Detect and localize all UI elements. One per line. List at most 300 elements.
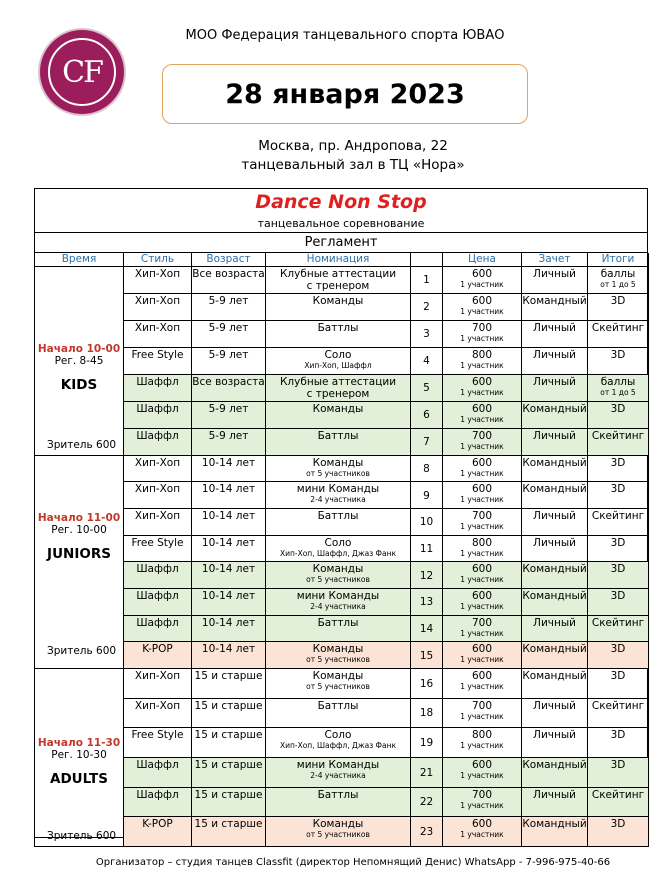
nomination-cell: [266, 698, 411, 728]
credit-cell: Личный: [522, 374, 588, 401]
price-value: 700: [471, 509, 493, 522]
number-cell: 9: [411, 482, 443, 509]
result-value: 3D: [610, 536, 626, 549]
price-cell: [443, 320, 522, 347]
nomination-note: Хип-Хоп, Шаффл, Джаз Фанк: [279, 741, 397, 751]
price-value: 700: [471, 616, 493, 629]
col-number: [411, 253, 443, 266]
nomination-cell: [266, 817, 411, 847]
nomination-label: мини Команды: [296, 758, 380, 771]
result-value: 3D: [610, 456, 626, 469]
group-name: ADULTS: [50, 771, 108, 787]
nomination-cell: [266, 482, 411, 509]
nomination-cell: [266, 615, 411, 642]
organization-name: МОО Федерация танцевального спорта ЮВАО: [185, 28, 505, 43]
price-value: 700: [471, 429, 493, 442]
price-cell: [443, 293, 522, 320]
price-note: 1 участник: [460, 575, 504, 585]
result-value: 3D: [610, 643, 626, 656]
table-row: [35, 482, 649, 509]
style-cell: Хип-Хоп: [124, 266, 192, 293]
nomination-cell: [266, 787, 411, 817]
table-row: [35, 562, 649, 589]
result-value: 3D: [610, 483, 626, 496]
style-cell: Хип-Хоп: [124, 455, 192, 482]
table-row: [35, 642, 649, 669]
nomination-note: от 5 участников: [306, 655, 370, 665]
table-row: [35, 320, 649, 347]
price-cell: [443, 374, 522, 401]
result-cell: [588, 508, 649, 535]
price-cell: [443, 642, 522, 669]
result-note: от 1 до 5: [600, 387, 636, 397]
price-note: 1 участник: [460, 387, 504, 397]
price-note: 1 участник: [460, 682, 504, 691]
result-value: 3D: [610, 589, 626, 602]
event-date: 28 января 2023: [162, 64, 528, 124]
result-value: 3D: [610, 670, 626, 682]
classfit-logo: [38, 28, 126, 116]
table-row: [35, 728, 649, 758]
style-cell: Хип-Хоп: [124, 482, 192, 509]
age-cell: 15 и старше: [192, 787, 266, 817]
col-result: Итоги: [588, 253, 649, 266]
number-cell: 7: [411, 428, 443, 455]
result-cell: [588, 535, 649, 562]
group-info: [35, 737, 123, 785]
viewer-price: Зритель 600: [47, 830, 117, 842]
result-value: Скейтинг: [591, 616, 645, 629]
nomination-label: Баттлы: [317, 321, 359, 334]
price-value: 600: [471, 818, 493, 831]
result-cell: [588, 455, 649, 482]
number-cell: 19: [411, 728, 443, 758]
nomination-label: Баттлы: [317, 788, 359, 801]
price-cell: [443, 615, 522, 642]
result-cell: [588, 320, 649, 347]
table-header-row: [35, 253, 649, 266]
table-row: [35, 455, 649, 482]
age-cell: 15 и старше: [192, 669, 266, 699]
result-value: 3D: [610, 348, 626, 361]
group-start-time: Начало 11-30: [37, 737, 121, 749]
price-note: 1 участник: [460, 601, 504, 611]
result-cell: [588, 374, 649, 401]
price-cell: [443, 347, 522, 374]
number-cell: 14: [411, 615, 443, 642]
nomination-note: 2-4 участника: [310, 601, 366, 611]
number-cell: 22: [411, 787, 443, 817]
style-cell: K-POP: [124, 817, 192, 847]
credit-cell: Командный: [522, 562, 588, 589]
nomination-note: 2-4 участника: [310, 495, 366, 505]
nomination-cell: [266, 669, 411, 699]
nomination-label: мини Команды: [296, 483, 380, 496]
nomination-note: от 5 участников: [306, 468, 370, 478]
nomination-cell: [266, 455, 411, 482]
group-info: [35, 512, 123, 560]
age-cell: 10-14 лет: [192, 455, 266, 482]
price-note: 1 участник: [460, 468, 504, 478]
table-row: [35, 266, 649, 293]
price-note: 1 участник: [460, 333, 504, 343]
col-age: Возраст: [192, 253, 266, 266]
price-note: 1 участник: [460, 279, 504, 289]
style-cell: Шаффл: [124, 562, 192, 589]
result-note: от 1 до 5: [600, 279, 636, 289]
price-value: 700: [471, 788, 493, 801]
event-subtitle: танцевальное соревнование: [257, 217, 425, 230]
number-cell: 4: [411, 347, 443, 374]
price-value: 600: [471, 294, 493, 307]
nomination-note: 2-4 участника: [310, 770, 366, 780]
section-title: Регламент: [304, 235, 378, 250]
number-cell: 11: [411, 535, 443, 562]
nomination-cell: [266, 401, 411, 428]
style-cell: Хип-Хоп: [124, 698, 192, 728]
result-value: 3D: [610, 402, 626, 415]
group-time-cell: [35, 669, 124, 847]
nomination-note: Хип-Хоп, Шаффл, Джаз Фанк: [279, 548, 397, 558]
price-cell: [443, 757, 522, 787]
price-note: 1 участник: [460, 521, 504, 531]
credit-cell: Командный: [522, 757, 588, 787]
nomination-label: Баттлы: [317, 616, 359, 629]
result-value: баллы: [600, 375, 636, 388]
nomination-note: Хип-Хоп, Шаффл: [304, 360, 372, 370]
age-cell: 10-14 лет: [192, 535, 266, 562]
style-cell: Шаффл: [124, 615, 192, 642]
table-row: [35, 293, 649, 320]
table-row: [35, 588, 649, 615]
price-value: 800: [471, 729, 493, 742]
result-cell: [588, 347, 649, 374]
viewer-price: Зритель 600: [47, 644, 117, 657]
price-cell: [443, 455, 522, 482]
price-value: 600: [471, 758, 493, 771]
price-note: 1 участник: [460, 830, 504, 840]
credit-cell: Личный: [522, 728, 588, 758]
price-value: 800: [471, 348, 493, 361]
price-value: 700: [471, 321, 493, 334]
venue-address: Москва, пр. Андропова, 22: [258, 138, 448, 154]
price-note: 1 участник: [460, 441, 504, 451]
group-time-cell: [35, 266, 124, 455]
age-cell: 15 и старше: [192, 698, 266, 728]
price-cell: [443, 588, 522, 615]
number-cell: 6: [411, 401, 443, 428]
nomination-cell: [266, 374, 411, 401]
nomination-label: Команды: [312, 563, 364, 576]
number-cell: 5: [411, 374, 443, 401]
style-cell: Шаффл: [124, 787, 192, 817]
group-registration-time: Рег. 10-00: [51, 523, 107, 536]
table-row: [35, 374, 649, 401]
price-value: 600: [471, 402, 493, 415]
credit-cell: Командный: [522, 642, 588, 669]
result-cell: [588, 787, 649, 817]
nomination-label: Соло: [324, 536, 352, 549]
nomination-label: Команды: [312, 294, 364, 307]
age-cell: 10-14 лет: [192, 642, 266, 669]
table-row: [35, 669, 649, 699]
credit-cell: Личный: [522, 615, 588, 642]
age-cell: 5-9 лет: [192, 320, 266, 347]
style-cell: Free Style: [124, 347, 192, 374]
nomination-label: Клубные аттестации: [279, 375, 397, 388]
table-row: [35, 428, 649, 455]
credit-cell: Личный: [522, 428, 588, 455]
age-cell: 15 и старше: [192, 728, 266, 758]
nomination-label: мини Команды: [296, 589, 380, 602]
divider: [35, 232, 647, 233]
nomination-label: Соло: [324, 729, 352, 742]
age-cell: 5-9 лет: [192, 401, 266, 428]
group-registration-time: Рег. 8-45: [54, 354, 104, 367]
style-cell: Free Style: [124, 535, 192, 562]
price-value: 600: [471, 483, 493, 496]
venue-hall: танцевальный зал в ТЦ «Нора»: [241, 157, 465, 173]
credit-cell: Личный: [522, 347, 588, 374]
age-cell: 5-9 лет: [192, 428, 266, 455]
result-cell: [588, 642, 649, 669]
style-cell: Шаффл: [124, 401, 192, 428]
result-value: 3D: [610, 729, 626, 742]
result-value: Скейтинг: [591, 509, 645, 522]
nomination-cell: [266, 508, 411, 535]
result-value: баллы: [600, 267, 636, 280]
credit-cell: Личный: [522, 508, 588, 535]
credit-cell: Командный: [522, 669, 588, 699]
nomination-cell: [266, 347, 411, 374]
style-cell: Шаффл: [124, 374, 192, 401]
price-cell: [443, 266, 522, 293]
nomination-note: от 5 участников: [306, 682, 370, 691]
schedule-table: [34, 253, 649, 847]
style-cell: Free Style: [124, 728, 192, 758]
price-note: 1 участник: [460, 770, 504, 780]
age-cell: 10-14 лет: [192, 615, 266, 642]
table-row: [35, 757, 649, 787]
number-cell: 18: [411, 698, 443, 728]
price-note: 1 участник: [460, 741, 504, 751]
result-cell: [588, 588, 649, 615]
result-value: 3D: [610, 294, 626, 307]
style-cell: Хип-Хоп: [124, 669, 192, 699]
table-row: [35, 698, 649, 728]
number-cell: 16: [411, 669, 443, 699]
result-value: Скейтинг: [591, 321, 645, 334]
price-note: 1 участник: [460, 655, 504, 665]
price-cell: [443, 562, 522, 589]
group-start-time: Начало 10-00: [37, 342, 121, 355]
event-title: Dance Non Stop: [255, 191, 427, 213]
col-credit: Зачет: [522, 253, 588, 266]
nomination-label: Баттлы: [317, 509, 359, 522]
result-value: 3D: [610, 818, 626, 831]
result-cell: [588, 482, 649, 509]
price-cell: [443, 482, 522, 509]
table-row: [35, 347, 649, 374]
age-cell: 5-9 лет: [192, 347, 266, 374]
price-note: 1 участник: [460, 495, 504, 505]
number-cell: 23: [411, 817, 443, 847]
schedule-sheet: [34, 188, 648, 842]
nomination-label: Соло: [324, 348, 352, 361]
result-cell: [588, 562, 649, 589]
nomination-cell: [266, 642, 411, 669]
price-value: 600: [471, 670, 493, 682]
price-note: 1 участник: [460, 548, 504, 558]
nomination-label: Команды: [312, 818, 364, 831]
credit-cell: Личный: [522, 535, 588, 562]
col-price: Цена: [443, 253, 522, 266]
nomination-cell: [266, 588, 411, 615]
nomination-label: Команды: [312, 670, 364, 682]
age-cell: Все возраста: [192, 374, 266, 401]
result-cell: [588, 698, 649, 728]
price-value: 600: [471, 589, 493, 602]
result-cell: [588, 728, 649, 758]
credit-cell: Командный: [522, 817, 588, 847]
credit-cell: Личный: [522, 320, 588, 347]
number-cell: 21: [411, 757, 443, 787]
result-cell: [588, 293, 649, 320]
nomination-label: Баттлы: [317, 699, 359, 712]
nomination-note: от 5 участников: [306, 830, 370, 840]
price-value: 600: [471, 563, 493, 576]
nomination-cell: [266, 428, 411, 455]
price-note: 1 участник: [460, 800, 504, 810]
result-cell: [588, 669, 649, 699]
age-cell: 10-14 лет: [192, 562, 266, 589]
group-start-time: Начало 11-00: [37, 511, 121, 524]
result-value: Скейтинг: [591, 429, 645, 442]
table-row: [35, 817, 649, 847]
nomination-label: Баттлы: [317, 429, 359, 442]
table-row: [35, 508, 649, 535]
price-cell: [443, 428, 522, 455]
age-cell: 15 и старше: [192, 817, 266, 847]
group-info: [35, 343, 123, 391]
credit-cell: Личный: [522, 266, 588, 293]
credit-cell: Командный: [522, 401, 588, 428]
style-cell: Шаффл: [124, 428, 192, 455]
result-cell: [588, 401, 649, 428]
number-cell: 1: [411, 266, 443, 293]
price-value: 700: [471, 699, 493, 712]
age-cell: 10-14 лет: [192, 482, 266, 509]
nomination-cell: [266, 293, 411, 320]
price-cell: [443, 535, 522, 562]
nomination-cell: [266, 757, 411, 787]
price-note: 1 участник: [460, 306, 504, 316]
style-cell: Хип-Хоп: [124, 508, 192, 535]
number-cell: 10: [411, 508, 443, 535]
group-time-cell: [35, 455, 124, 669]
result-cell: [588, 428, 649, 455]
nomination-cell: [266, 320, 411, 347]
price-cell: [443, 787, 522, 817]
credit-cell: Командный: [522, 455, 588, 482]
price-value: 600: [471, 643, 493, 656]
nomination-label: Команды: [312, 643, 364, 656]
number-cell: 3: [411, 320, 443, 347]
number-cell: 15: [411, 642, 443, 669]
price-note: 1 участник: [460, 628, 504, 638]
credit-cell: Командный: [522, 588, 588, 615]
price-cell: [443, 669, 522, 699]
organizer-footer: Организатор – студия танцев Classfit (директор Непомнящий Денис) WhatsApp - 7-996-975-40-66: [95, 857, 611, 868]
price-value: 600: [471, 456, 493, 469]
result-value: 3D: [610, 758, 626, 771]
style-cell: Шаффл: [124, 588, 192, 615]
number-cell: 13: [411, 588, 443, 615]
result-value: Скейтинг: [591, 788, 645, 801]
nomination-cell: [266, 535, 411, 562]
group-name: JUNIORS: [47, 545, 111, 562]
result-cell: [588, 757, 649, 787]
nomination-cell: [266, 266, 411, 293]
nomination-note: от 5 участников: [306, 575, 370, 585]
age-cell: 15 и старше: [192, 757, 266, 787]
style-cell: K-POP: [124, 642, 192, 669]
nomination-label: Команды: [312, 402, 364, 415]
style-cell: Хип-Хоп: [124, 293, 192, 320]
result-cell: [588, 266, 649, 293]
age-cell: 10-14 лет: [192, 508, 266, 535]
style-cell: Хип-Хоп: [124, 320, 192, 347]
age-cell: 10-14 лет: [192, 588, 266, 615]
nomination-label: Команды: [312, 456, 364, 469]
table-row: [35, 535, 649, 562]
viewer-price: Зритель 600: [47, 438, 117, 451]
nomination-label-line2: с тренером: [306, 279, 370, 292]
result-cell: [588, 615, 649, 642]
nomination-label: Клубные аттестации: [279, 267, 397, 280]
group-name: KIDS: [60, 376, 98, 393]
price-cell: [443, 401, 522, 428]
price-cell: [443, 508, 522, 535]
style-cell: Шаффл: [124, 757, 192, 787]
price-cell: [443, 698, 522, 728]
col-nomination: Номинация: [266, 253, 411, 266]
table-row: [35, 401, 649, 428]
age-cell: 5-9 лет: [192, 293, 266, 320]
number-cell: 12: [411, 562, 443, 589]
price-note: 1 участник: [460, 711, 504, 721]
price-value: 600: [471, 267, 493, 280]
credit-cell: Личный: [522, 787, 588, 817]
age-cell: Все возраста: [192, 266, 266, 293]
price-value: 600: [471, 375, 493, 388]
number-cell: 8: [411, 455, 443, 482]
credit-cell: Командный: [522, 482, 588, 509]
table-row: [35, 787, 649, 817]
result-value: Скейтинг: [591, 699, 645, 712]
nomination-cell: [266, 562, 411, 589]
result-value: 3D: [610, 563, 626, 576]
group-registration-time: Рег. 10-30: [51, 749, 107, 761]
price-value: 800: [471, 536, 493, 549]
col-time: Время: [35, 253, 124, 266]
credit-cell: Личный: [522, 698, 588, 728]
price-cell: [443, 817, 522, 847]
result-cell: [588, 817, 649, 847]
nomination-cell: [266, 728, 411, 758]
credit-cell: Командный: [522, 293, 588, 320]
table-row: [35, 615, 649, 642]
